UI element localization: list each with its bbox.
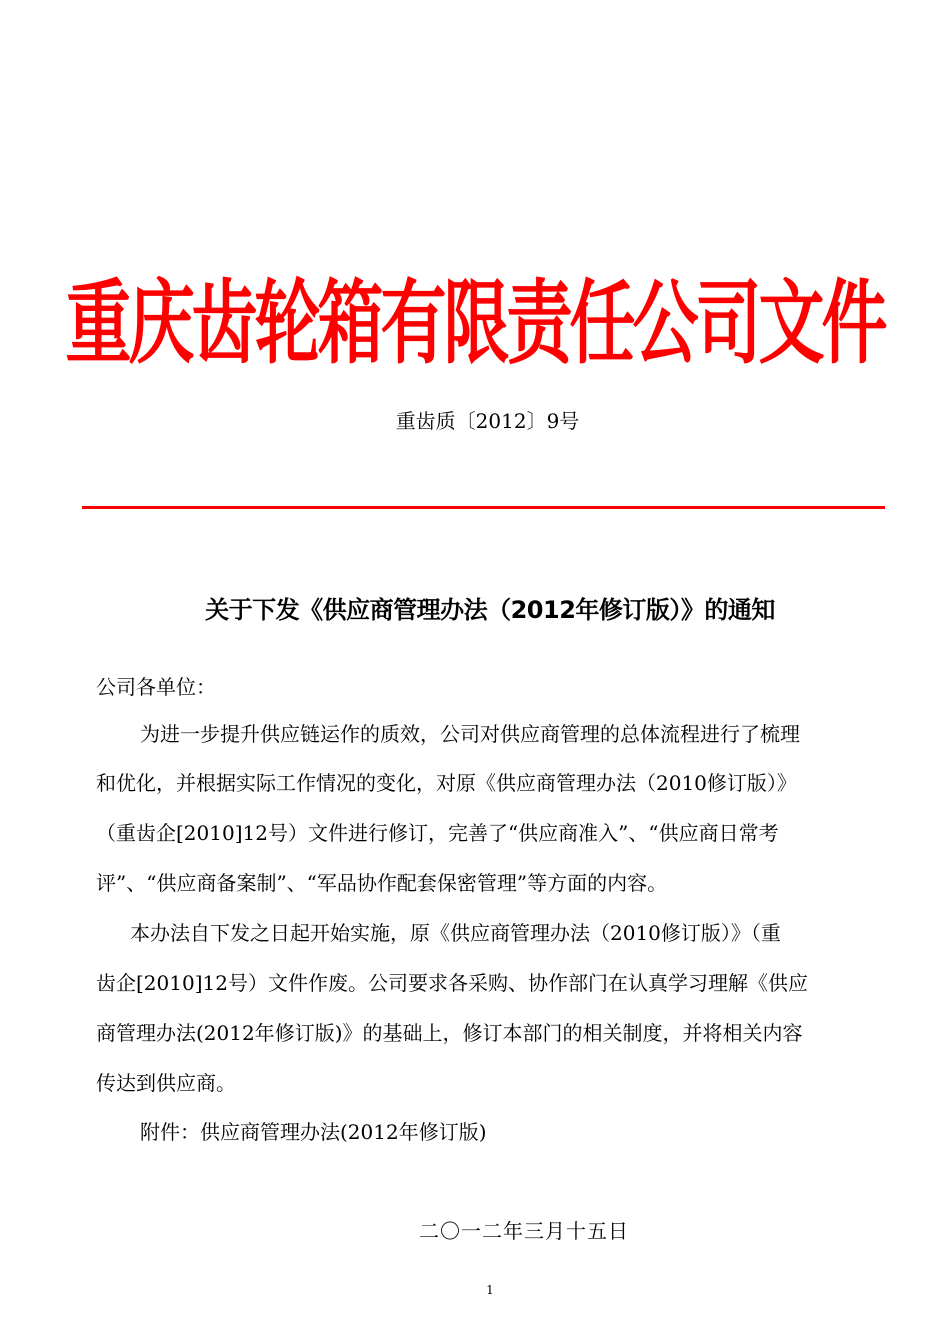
paragraph-2-line-1: 本办法自下发之日起开始实施，原《供应商管理办法（2010修订版）》（重: [130, 921, 781, 945]
red-divider-line: [82, 506, 885, 509]
notice-title: 关于下发《供应商管理办法（2012年修订版）》的通知: [205, 596, 775, 624]
paragraph-2-line-4: 传达到供应商。: [96, 1071, 236, 1095]
paragraph-1-line-2: 和优化，并根据实际工作情况的变化，对原《供应商管理办法（2010修订版）》: [96, 771, 797, 795]
attachment-line: 附件：供应商管理办法(2012年修订版): [140, 1120, 487, 1144]
paragraph-2-line-3: 商管理办法(2012年修订版)》的基础上，修订本部门的相关制度，并将相关内容: [96, 1021, 803, 1045]
paragraph-1-line-3: （重齿企[2010]12号）文件进行修订，完善了“供应商准入”、“供应商日常考: [96, 821, 779, 845]
paragraph-1-line-1: 为进一步提升供应链运作的质效，公司对供应商管理的总体流程进行了梳理: [140, 722, 800, 746]
page-number: 1: [486, 1283, 494, 1297]
document-number: 重齿质〔2012〕9号: [395, 409, 580, 433]
letterhead-title: 重庆齿轮箱有限责任公司文件: [65, 270, 885, 377]
addressee: 公司各单位：: [96, 675, 216, 699]
issue-date: 二〇一二年三月十五日: [419, 1219, 629, 1243]
paragraph-1-line-4: 评”、“供应商备案制”、“军品协作配套保密管理”等方面的内容。: [96, 871, 668, 895]
paragraph-2-line-2: 齿企[2010]12号）文件作废。公司要求各采购、协作部门在认真学习理解《供应: [96, 971, 808, 995]
